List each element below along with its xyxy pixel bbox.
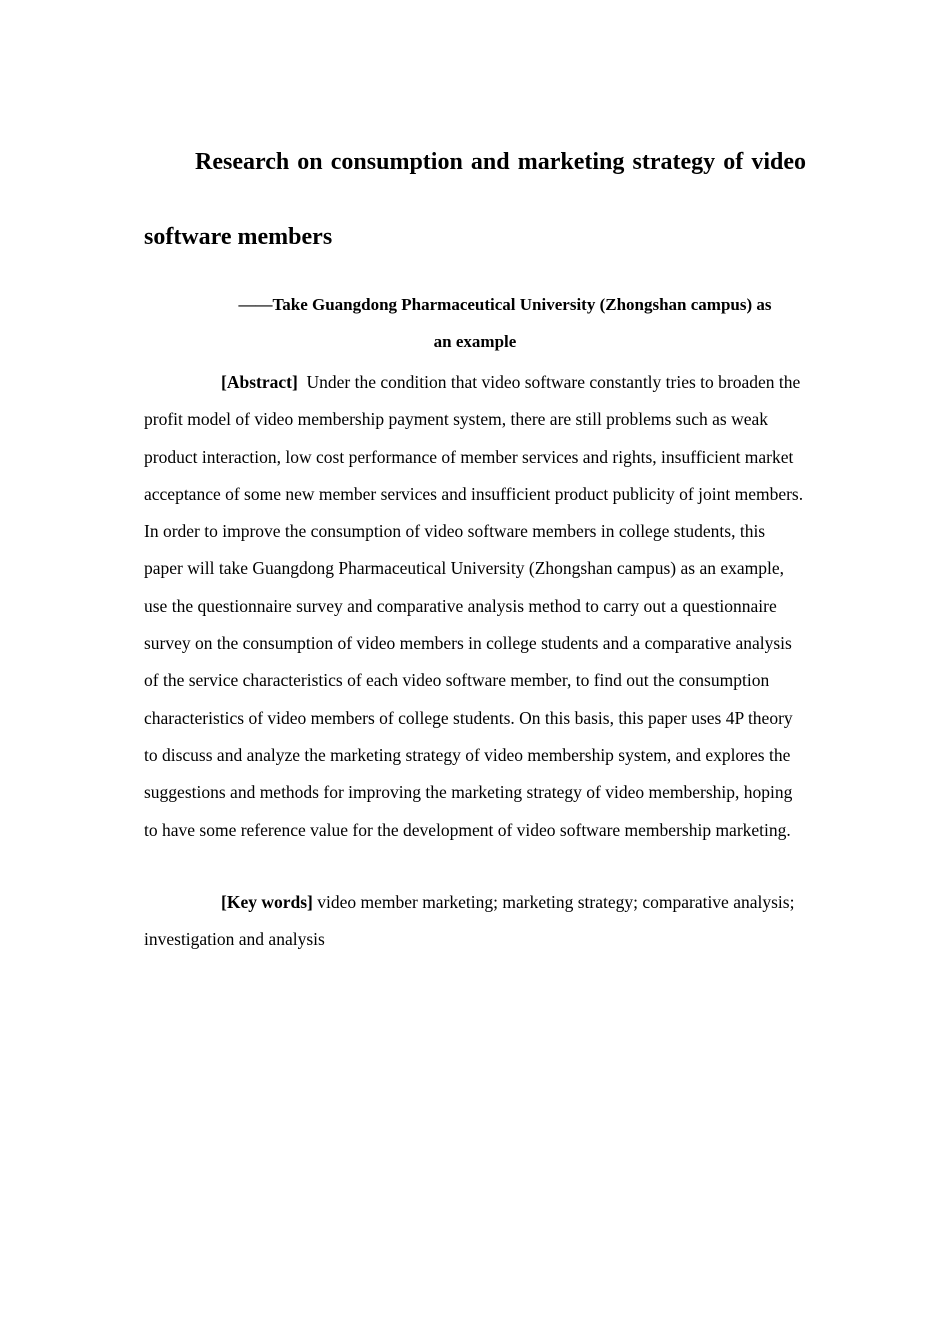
keywords-paragraph	[144, 884, 806, 959]
abstract-text: Under the condition that video software constantly tries to broaden the profit model of video membership payment system, there are still problems such as weak product interaction, low cost performance of member services and rights, insufficient market acceptance of some new member services and insufficient product publicity of joint members. In order to improve the consumption of video software members in college students, this paper will take Guangdong Pharmaceutical University (Zhongshan campus) as an example, use the questionnaire survey and comparative analysis method to carry out a questionnaire survey on the consumption of video members in college students and a comparative analysis of the service characteristics of each video software member, to find out the consumption characteristics of video members of college students. On this basis, this paper uses 4P theory to discuss and analyze the marketing strategy of video membership system, and explores the suggestions and methods for improving the marketing strategy of video membership, hoping to have some reference value for the development of video software membership marketing.	[144, 372, 804, 840]
abstract-label: [Abstract]	[221, 372, 298, 392]
keywords-label: [Key words]	[221, 891, 313, 912]
abstract-paragraph	[144, 364, 806, 849]
subtitle-line-2: an example	[433, 332, 517, 351]
paper-page	[144, 125, 806, 958]
keywords-text: video member marketing; marketing strategy; comparative analysis; investigation and analysis	[144, 891, 795, 950]
paper-title: Research on consumption and marketing strategy of video software members	[144, 149, 806, 250]
paper-subtitle	[144, 286, 806, 360]
subtitle-line-1: ——Take Guangdong Pharmaceutical University (Zhongshan campus) as	[238, 295, 772, 314]
